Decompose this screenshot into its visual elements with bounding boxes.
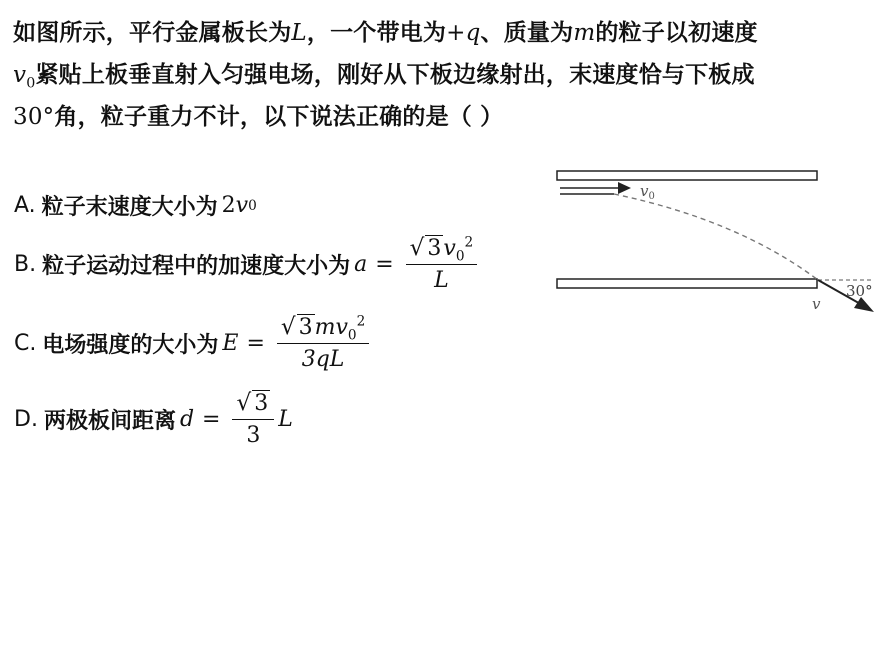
fraction	[232, 390, 274, 448]
numerator	[232, 390, 274, 420]
stem-text: 的粒子以初速度	[595, 20, 758, 46]
option-text: 粒子末速度大小为	[41, 195, 218, 220]
denominator: 3	[246, 423, 261, 448]
capacitor-diagram	[548, 160, 884, 320]
option-letter: B.	[14, 251, 37, 277]
stem-text: 如图所示，平行金属板长为	[13, 20, 292, 46]
radicand: 3	[427, 236, 442, 261]
option-c[interactable]	[14, 314, 373, 372]
stem-text: 、质量为	[480, 20, 574, 46]
superscript: 2	[356, 313, 366, 330]
equals-sign: =	[246, 330, 265, 356]
v0-label: $v_0$	[640, 182, 655, 202]
option-letter: A.	[14, 193, 36, 218]
var-v0: v	[13, 62, 27, 88]
subscript: 0	[455, 248, 465, 265]
fraction	[406, 235, 478, 293]
option-c-formula	[222, 314, 373, 372]
var-v: v	[443, 236, 456, 261]
stem-text: ，一个带电为	[306, 20, 447, 46]
trajectory-path	[614, 194, 818, 280]
sqrt-3	[410, 235, 444, 261]
lower-plate	[557, 279, 817, 288]
var-d: d	[179, 406, 195, 432]
subscript: 0	[347, 327, 357, 344]
radical-sign: √	[236, 390, 252, 416]
superscript: 2	[464, 234, 474, 251]
sqrt-3	[236, 390, 270, 416]
option-a[interactable]	[14, 190, 257, 221]
upper-plate	[557, 171, 817, 180]
numerator	[277, 314, 369, 344]
stem-line-1	[13, 12, 885, 54]
radicand: 3	[254, 391, 269, 416]
var-mass: m	[573, 20, 596, 46]
numerator	[406, 235, 478, 265]
angle-label: 30°	[846, 282, 873, 300]
option-text: 电场强度的大小为	[42, 332, 219, 358]
var-L: L	[278, 406, 293, 432]
fraction	[277, 314, 369, 372]
option-a-formula: 2 v 0	[221, 193, 257, 218]
var-charge: +q	[446, 20, 481, 46]
equals-sign: =	[375, 251, 394, 277]
option-text: 粒子运动过程中的加速度大小为	[42, 253, 351, 279]
option-d[interactable]	[14, 390, 293, 448]
degree-symbol: °	[42, 104, 55, 130]
radicand: 3	[298, 315, 313, 340]
equals-sign: =	[202, 406, 221, 432]
var-v: v	[235, 193, 249, 218]
var-a: a	[354, 251, 368, 277]
denominator: L	[434, 268, 449, 293]
coefficient: 2	[221, 193, 236, 218]
question-stem	[13, 12, 885, 138]
option-d-formula	[180, 390, 293, 448]
stem-line-2	[13, 54, 885, 96]
stem-line-3	[13, 96, 885, 138]
denominator: 3qL	[301, 347, 345, 372]
stem-text: 紧贴上板垂直射入匀强电场，刚好从下板边缘射出，末速度恰与下板成	[35, 62, 755, 88]
option-b[interactable]	[14, 235, 481, 293]
option-b-formula	[354, 235, 481, 293]
v-label: v	[812, 295, 821, 313]
entry-arrow-head	[618, 182, 631, 194]
radical-sign: √	[280, 314, 296, 340]
angle-value: 30	[13, 104, 43, 130]
var-v0-subscript: 0	[26, 75, 36, 92]
var-E: E	[222, 330, 239, 356]
stem-text: 角，粒子重力不计，以下说法正确的是（ ）	[54, 104, 504, 130]
var-L: L	[291, 20, 307, 46]
option-text: 两极板间距离	[43, 408, 176, 434]
var-mv: mv	[314, 315, 348, 340]
radical-sign: √	[409, 235, 425, 261]
option-letter: D.	[14, 406, 38, 432]
option-letter: C.	[14, 330, 37, 356]
sqrt-3	[281, 314, 315, 340]
